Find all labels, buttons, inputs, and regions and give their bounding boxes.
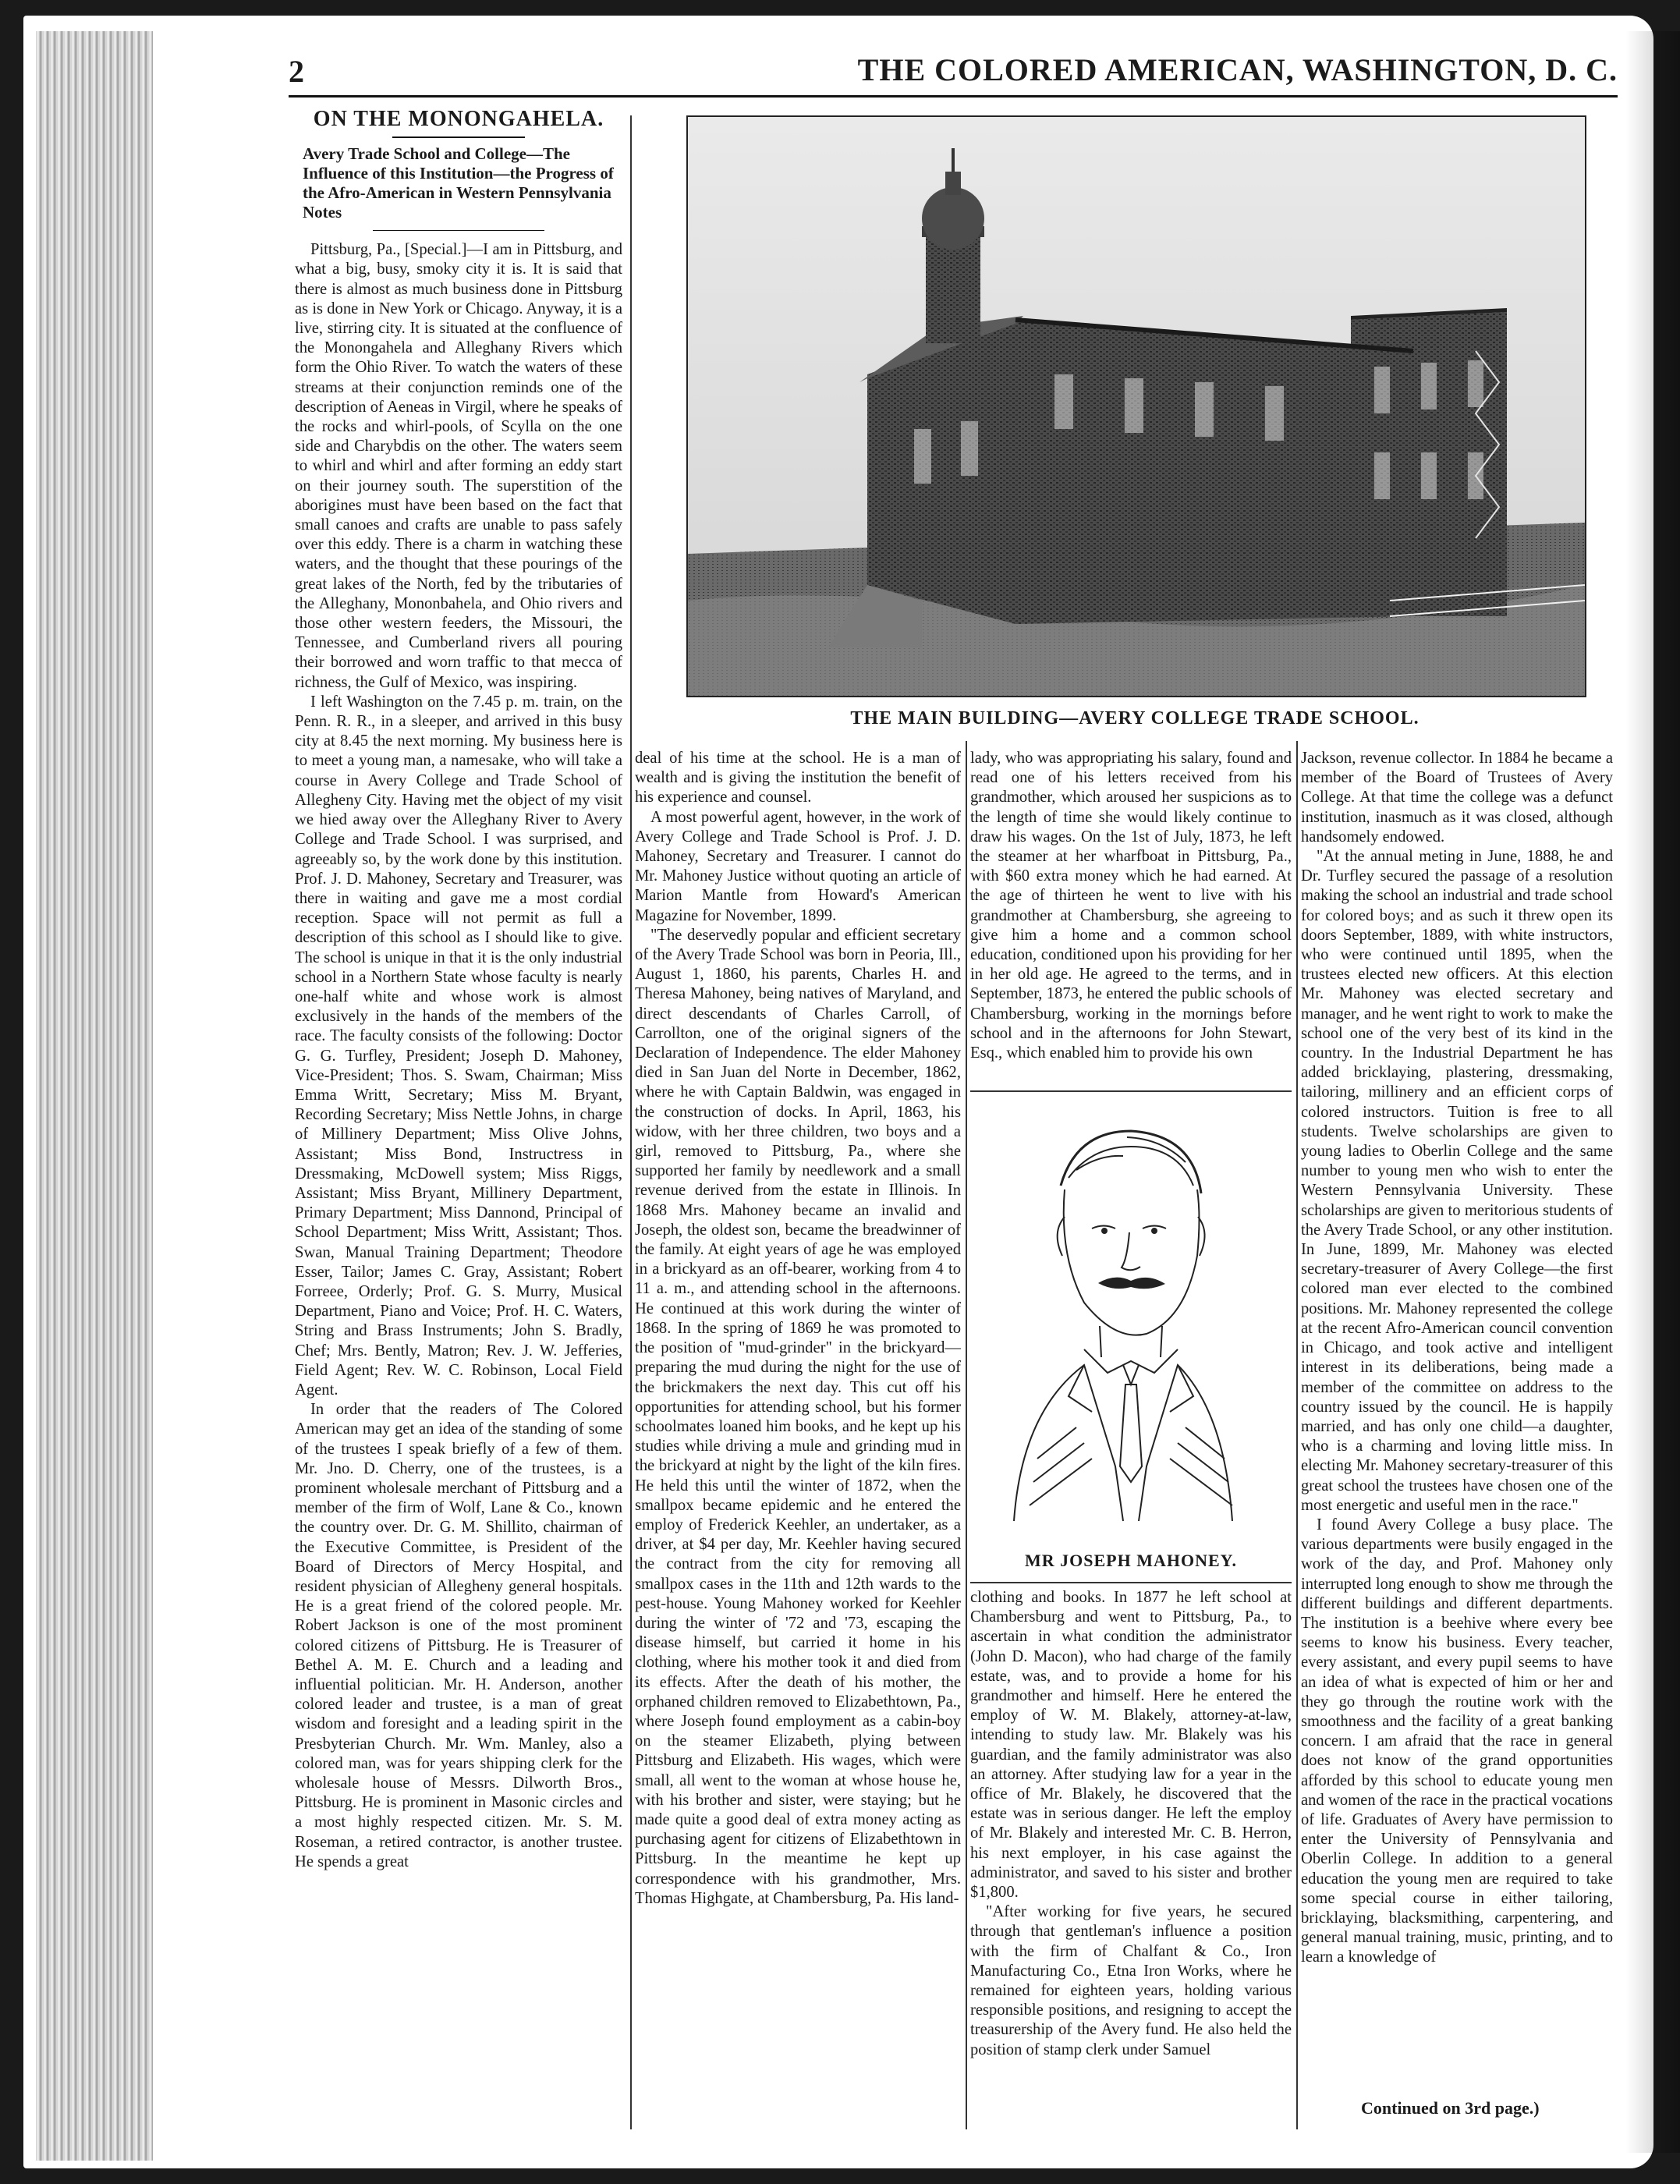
masthead: [289, 47, 1618, 94]
headline-rule: [392, 136, 525, 138]
column-rule-3: [1296, 741, 1298, 2129]
column-1: [295, 106, 622, 1872]
paragraph: A most powerful agent, however, in the work of Avery College and Trade School is Prof. J. D. Mahoney, Secretary and Treasurer. I cannot do Mr. Mahoney Justice without quoting an article of Marion Mantle from Howard's American Magazine for November, 1899.: [635, 808, 961, 924]
masthead-title: THE COLORED AMERICAN, WASHINGTON, D. C.: [857, 52, 1618, 87]
paragraph: deal of his time at the school. He is a man of wealth and is giving the institution the benefit of his experience and counsel.: [635, 750, 961, 807]
paragraph: I found Avery College a busy place. The various departments were busily engaged in the work of the day, and Prof. Mahoney only interrupted long enough to show me through the different buildings and different departments. The institution is a beehive where every bee seems to know his business. Every teacher, every assistant, and every pupil seems to have an idea of what is expected of him or her and they go through the routine work with the smoothness and the facility of a great banking concern. I am afraid that the race in general does not know of the grand opportunities afforded by this school to educate young men and women of the race in the practical vocations of life. Graduates of Avery have permission to enter the University of Pennsylvania and Oberlin College. In addition to a general education the young men are required to take some special course in either tailoring, bricklaying, blacksmithing, carpentering, and general manual training, music, printing, and to learn a knowledge of: [1301, 1516, 1613, 1966]
page-curl-shadow: [1625, 31, 1680, 2153]
joseph-mahoney-portrait: [967, 1100, 1279, 1537]
deck-rule: [373, 230, 544, 231]
paragraph: lady, who was appropriating his salary, found and read one of his letters received from his grandmother, which aroused her suspicions as to the length of time she would likely continue to draw his wages. On the 1st of July, 1873, he left the steamer at her wharfboat in Pittsburg, Pa., with $60 extra money which he had earned. At the age of thirteen he went to live with his grandmother at Chambersburg, she agreeing to give him a home and a common school education, conditioned upon his providing for her in her old age. He agreed to the terms, and in September, 1873, he entered the public schools of Chambersburg, working in the mornings before school and in the afternoons for John Stewart, Esq., which enabled him to provide his own: [970, 750, 1292, 1062]
main-building-photo: [686, 115, 1586, 697]
paragraph: Pittsburg, Pa., [Special.]—I am in Pittsburg, and what a big, busy, smoky city it is. It is said that there is almost as much business done in Pittsburg as is done in New York or Chicago. Anyway, it is a live, stirring city. It is situated at the confluence of the Monongahela and Alleghany Rivers which form the Ohio River. To watch the waters of these streams at their conjunction reminds one of the description of Aeneas in Virgil, where he speaks of the rocks and whirl-pools, of Scylla on the one side and Charybdis on the other. The waters seem to whirl and whirl and after forming an eddy start on their journey south. The superstition of the aborigines must have been based on the fact that small canoes and crafts are unable to pass safely over this eddy. There is a charm in watching these waters, and the thought that these pourings of the great lakes of the North, fed by the tributaries of the Alleghany, Mononbahela, and Ohio rivers and those other western feeders, the Missouri, the Tennessee, and Cumberland rivers all pouring their borrowed and worn traffic to that mecca of richness, the Gulf of Mexico, was inspiring.: [295, 241, 622, 691]
paragraph: I left Washington on the 7.45 p. m. train, on the Penn. R. R., in a sleeper, and arrived in this busy city at 8.45 the next morning. My business here is to meet a young man, a namesake, who will take a course in Avery College and Trade School of Allegheny City. Having met the object of my visit we hied away over the Alleghany River to Avery College and Trade School. I was surprised, and agreeably so, by the work done by this institution. Prof. J. D. Mahoney, Secretary and Treasurer, was there in waiting and gave me a most cordial reception. Space will not permit as full a description of this school as I should like to give. The school is unique in that it is the only industrial school in a Northern State whose faculty is nearly one-half white and whose work is almost exclusively in the hands of the members of the race. The faculty consists of the following: Doctor G. G. Turfley, President; Joseph D. Mahoney, Vice-President; Thos. S. Swam, Chairman; Miss Emma Writt, Secretary; Miss M. Bryant, Recording Secretary; Miss Nettle Johns, in charge of Millinery Department; Miss Olive Johns, Assistant; Miss Bond, Instructress in Dressmaking, McDowell system; Miss Riggs, Assistant; Miss Bryant, Millinery Department, Primary Department; Miss Dannond, Principal of School Department; Miss Writt, Assistant; Thos. Swan, Manual Training Department; Theodore Esser, Tailor; James C. Gray, Assistant; Robert Forreee, Orderly; Prof. G. S. Murry, Musical Department, Piano and Voice; Prof. H. C. Waters, String and Brass Instruments; John S. Bradly, Chef; Mrs. Bently, Matron; Rev. J. W. Jefferies, Field Agent; Rev. W. C. Robinson, Local Field Agent.: [295, 693, 622, 1399]
book-page-edges: [36, 31, 153, 2161]
photo-caption: THE MAIN BUILDING—AVERY COLLEGE TRADE SCHOOL.: [850, 708, 1419, 729]
portrait-caption: MR JOSEPH MAHONEY.: [1024, 1551, 1238, 1570]
paragraph: clothing and books. In 1877 he left school at Chambersburg and went to Pittsburg, Pa., to ascertain in what condition the administrator (John D. Macon), who had charge of the family estate, was, and to provide a home for his grandmother and himself. Here he entered the employ of W. M. Blakely, attorney-at-law, intending to study law. Mr. Blakely was his guardian, and the family administrator was also an attorney. After studying law for a year in the office of Mr. Blakely, he discovered that the estate was in serious danger. He left the employ of Mr. Blakely and interested Mr. C. B. Herron, his next employer, in his case against the administrator, and saved to his sister and brother $1,800.: [970, 1589, 1292, 1902]
column-3-top: [970, 749, 1292, 1063]
paragraph: Jackson, revenue collector. In 1884 he became a member of the Board of Trustees of Avery College. At that time the college was a defunct institution, inasmuch as it was closed, although handsomely endowed.: [1301, 750, 1613, 846]
paragraph: "At the annual meting in June, 1888, he and Dr. Turfley secured the passage of a resolution making the school an industrial and trade school for colored boys; and as such it threw open its doors September, 1889, with white instructors, who were continued until 1895, when the trustees elected new officers. At this election Mr. Mahoney was elected secretary and manager, and he went right to work to make the school one of the very best of its kind in the country. In the Industrial Department he has added bricklaying, plastering, dressmaking, tailoring, millinery and an efficient corps of colored instructors. Tuition is free to all students. Twelve scholarships are given to young ladies to Oberlin College and the same number to young men who wish to enter the Western Pennsylvania University. These scholarships are given to meritorious students of the Avery Trade School, or any other institution. In June, 1899, Mr. Mahoney was elected secretary-treasurer of Avery College—the first colored man ever elected to the combined positions. Mr. Mahoney represented the college at the recent Afro-American council convention in Chicago, and took active and intelligent interest in its deliberations, being made a member of the committee on address to the country issued by the council. He is happily married, and has only one child—a daughter, who is a charming and loving little miss. In electing Mr. Mahoney secretary-treasurer of this great school the trustees have chosen one of the most energetic and useful men in the race.": [1301, 848, 1613, 1514]
portrait-illustration: [967, 1100, 1279, 1537]
column-4: [1301, 749, 1613, 1968]
continued-notice: Continued on 3rd page.): [1361, 2098, 1540, 2118]
column-rule-1: [630, 115, 632, 2129]
column-3-bottom: [970, 1588, 1292, 2060]
paragraph: "The deservedly popular and efficient secretary of the Avery Trade School was born in Peoria, Ill., August 1, 1860, his parents, Charles H. and Theresa Mahoney, being natives of Maryland, and direct descendants of Charles Carroll, of Carrollton, one of the original signers of the Declaration of Independence. The elder Mahoney died in San Juan del Norte in December, 1862, where he with Captain Baldwin, was engaged in the construction of docks. In April, 1863, his widow, with her three children, two boys and a girl, removed to Pittsburg, Pa., where she supported her family by needlework and a small revenue derived from the estate in Illinois. In 1868 Mrs. Mahoney became an invalid and Joseph, the oldest son, became the breadwinner of the family. At eight years of age he was employed in a brickyard as an off-bearer, working from 4 to 11 a. m., and attending school in the afternoons. He continued at this work during the winter of 1868. In the spring of 1869 he was promoted to the position of "mud-grinder" in the brickyard—preparing the mud during the night for the use of the brickmakers the next day. This cut off his opportunities for attending school, but his former schoolmates loaned him books, and he kept up his studies while driving a mule and grinding mud in the brickyard at night by the light of the kiln fires. He held this until the winter of 1872, when the smallpox became epidemic and he entered the employ of Frederick Keehler, an undertaker, as a driver, at $4 per day, Mr. Keehler having secured the contract from the city for removing all smallpox cases in the 11th and 12th wards to the pest-house. Young Mahoney worked for Keehler during the winter of '72 and '73, escaping the disease himself, but carried it home in his clothing, where his mother took it and died from its effects. After the death of his mother, the orphaned children removed to Elizabethtown, Pa., where Joseph found employment as a cabin-boy on the steamer Elizabeth, plying between Pittsburg and Elizabeth. His wages, which were small, all went to the woman at whose house he, with his brother and sister, were staying; but he made quite a good deal of extra money acting as purchasing agent for citizens of Elizabethtown in Pittsburg. In the meantime he kept up correspondence with his grandmother, Mrs. Thomas Highgate, at Chambersburg, Pa. His land-: [635, 926, 961, 1907]
page-number: 2: [289, 54, 304, 89]
portrait-top-rule: [970, 1090, 1292, 1092]
article-headline: ON THE MONONGAHELA.: [313, 107, 604, 131]
masthead-rule: [289, 95, 1618, 98]
portrait-bottom-rule: [970, 1582, 1292, 1583]
article-deck: Avery Trade School and College—The Influence of this Institution—the Progress of the Afro-American in Western Pennsylvania Notes: [303, 144, 614, 222]
building-illustration: [688, 117, 1585, 696]
paragraph: In order that the readers of The Colored American may get an idea of the standing of some of the trustees I speak briefly of a few of them. Mr. Jno. D. Cherry, one of the trustees, is a prominent wholesale merchant of Pittsburg and a member of the firm of Wolf, Lane & Co., known the country over. Dr. G. M. Shillito, chairman of the Executive Committee, is President of the Board of Directors of Mercy Hospital, and resident physician of Allegheny general hospitals. He is a great friend of the colored people. Mr. Robert Jackson is one of the most prominent colored citizens of Pittsburg. He is Treasurer of Bethel A. M. E. Church and a leading and influential politician. Mr. H. Anderson, another colored leader and trustee, is a man of great wisdom and foresight and a leading spirit in the Presbyterian Church. Mr. Wm. Manley, also a colored man, was for years shipping clerk for the wholesale house of Messrs. Dilworth Bros., Pittsburg. He is prominent in Masonic circles and a most highly respected citizen. Mr. S. M. Roseman, a retired contractor, is another trustee. He spends a great: [295, 1401, 622, 1870]
column-2: [635, 749, 961, 1909]
paragraph: "After working for five years, he secured through that gentleman's influence a position with the firm of Chalfant & Co., Iron Manufacturing Co., Etna Iron Works, where he remained for eighteen years, holding various responsible positions, and resigning to accept the treasurership of the Avery fund. He also held the position of stamp clerk under Samuel: [970, 1903, 1292, 2058]
